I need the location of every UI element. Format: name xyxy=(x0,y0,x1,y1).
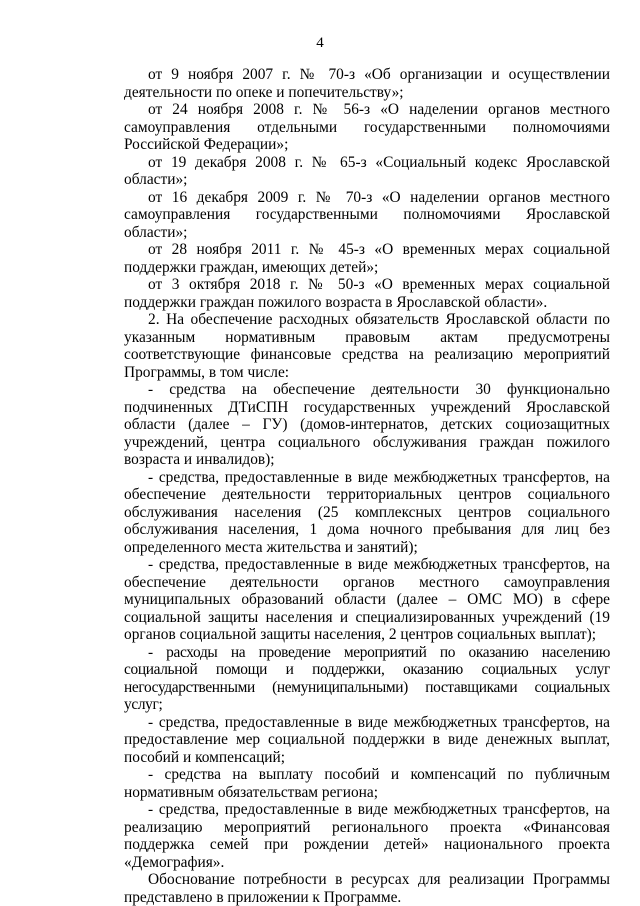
law-reference-paragraph: от 16 декабря 2009 г. № 70-з «О наделении органов местного самоуправления государственными полномочиями Ярославской области»; xyxy=(124,188,610,241)
law-reference-paragraph: от 24 ноября 2008 г. № 56-з «О наделении органов местного самоуправления отдельными государственными полномочиями Российской Федерации»; xyxy=(124,101,610,153)
funding-item-paragraph: - расходы на проведение мероприятий по оказанию населению социальной помощи и поддержки, оказанию социальных услуг негосударственными (немуниципальными) поставщиками социальных услуг; xyxy=(124,643,610,713)
law-reference-paragraph: от 3 октября 2018 г. № 50-з «О временных мерах социальной поддержки граждан пожилого возраста в Ярославской области». xyxy=(124,276,610,311)
document-body xyxy=(124,66,610,906)
funding-item-paragraph: - средства, предоставленные в виде межбюджетных трансфертов, на предоставление мер социальной поддержки в виде денежных выплат, пособий и компенсаций; xyxy=(124,713,610,766)
law-reference-paragraph: от 9 ноября 2007 г. № 70-з «Об организации и осуществлении деятельности по опеке и попечительству»; xyxy=(124,66,610,101)
law-reference-paragraph: от 28 ноября 2011 г. № 45-з «О временных мерах социальной поддержки граждан, имеющих детей»; xyxy=(124,241,610,276)
law-reference-paragraph: от 19 декабря 2008 г. № 65-з «Социальный кодекс Ярославской области»; xyxy=(124,153,610,188)
financing-intro-paragraph: 2. На обеспечение расходных обязательств Ярославской области по указанным нормативным правовым актам предусмотрены соответствующие финансовые средства на реализацию мероприятий Программы, в том числе: xyxy=(124,311,610,381)
resource-justification-paragraph: Обоснование потребности в ресурсах для реализации Программы представлено в приложении к Программе. xyxy=(124,871,610,906)
funding-item-paragraph: - средства, предоставленные в виде межбюджетных трансфертов, на обеспечение деятельности территориальных центров социального обслуживания населения (25 комплексных центров социального обслуживания населения, 1 дома ночного пребывания для лиц без определенного места жительства и занятий); xyxy=(124,468,610,556)
funding-item-paragraph: - средства на выплату пособий и компенсаций по публичным нормативным обязательствам региона; xyxy=(124,766,610,801)
funding-item-paragraph: - средства, предоставленные в виде межбюджетных трансфертов, на обеспечение деятельности органов местного самоуправления муниципальных образований области (далее – ОМС МО) в сфере социальной защиты населения и специализированных учреждений (19 органов социальной защиты населения, 2 центров социальных выплат); xyxy=(124,556,610,643)
funding-item-paragraph: - средства на обеспечение деятельности 30 функционально подчиненных ДТиСПН государственных учреждений Ярославской области (далее – ГУ) (домов-интернатов, детских социозащитных учреждений, центра социального обслуживания граждан пожилого возраста и инвалидов); xyxy=(124,381,610,468)
page-number: 4 xyxy=(316,35,324,51)
funding-item-paragraph: - средства, предоставленные в виде межбюджетных трансфертов, на реализацию мероприятий регионального проекта «Финансовая поддержка семей при рождении детей» национального проекта «Демография». xyxy=(124,801,610,871)
